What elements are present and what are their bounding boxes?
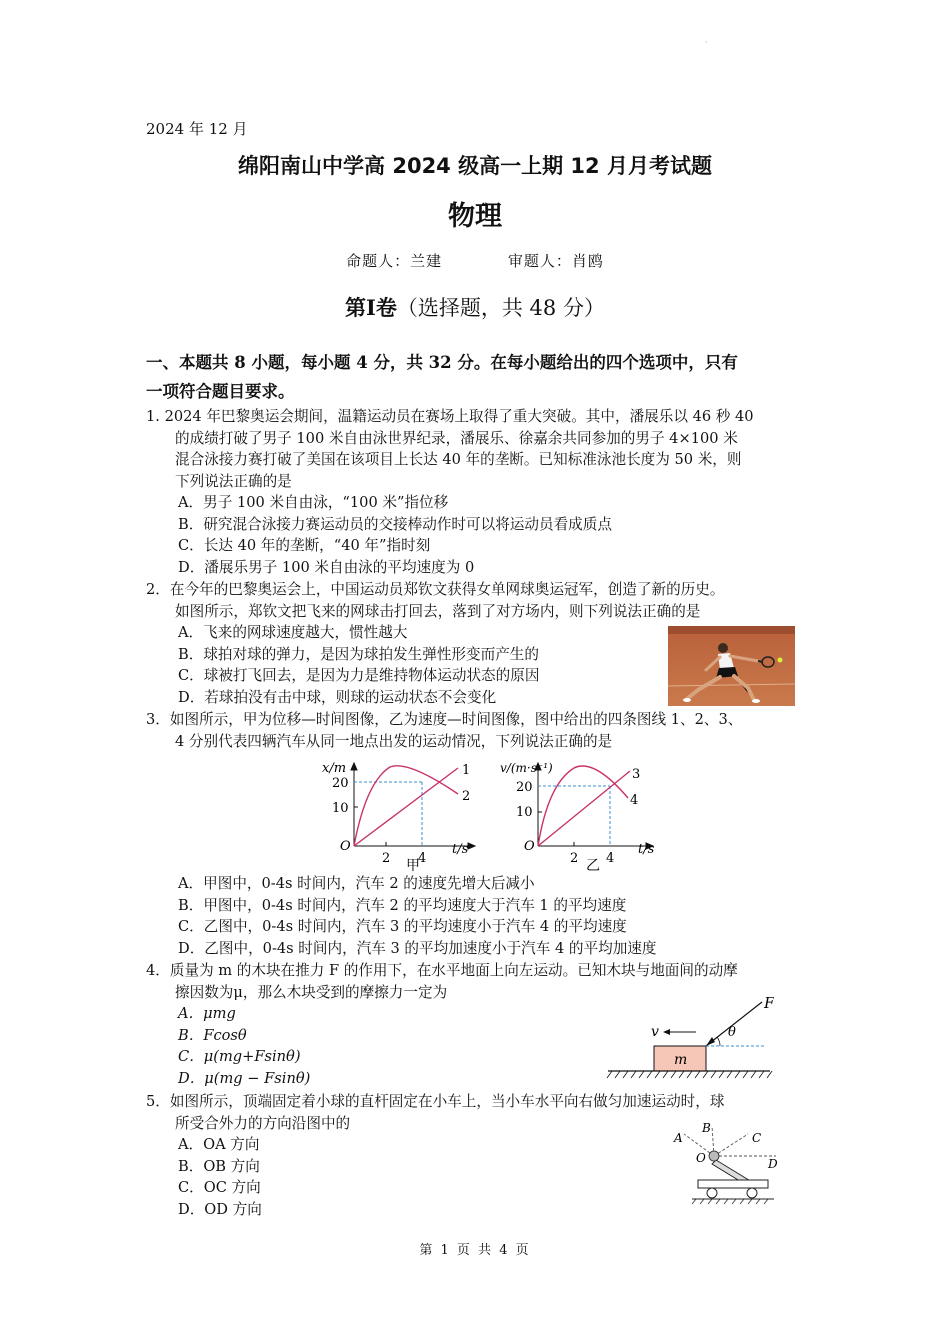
cart-rod-diagram	[670, 1118, 780, 1208]
setter: 命题人：兰建	[346, 252, 443, 270]
y-tick: 10	[332, 801, 349, 816]
option-a: A．OA 方向	[178, 1136, 260, 1153]
exam-date: 2024 年 12 月	[146, 120, 248, 138]
line-label-2: 2	[462, 789, 471, 804]
graph-yi-vt	[496, 752, 672, 874]
option-b: B．OB 方向	[178, 1157, 260, 1175]
subject-title: 物理	[448, 201, 502, 232]
option-c: C．OC 方向	[178, 1179, 261, 1196]
y-tick: 20	[332, 776, 349, 791]
graph-xlabel: t/s	[638, 842, 655, 857]
section-line-2: 一项符合题目要求。	[146, 382, 295, 401]
question-line: 1. 2024 年巴黎奥运会期间，温籍运动员在赛场上取得了重大突破。其中，潘展乐以 46 秒 40	[146, 408, 754, 425]
graph-xlabel: t/s	[452, 842, 469, 857]
velocity-label: v	[651, 1024, 659, 1040]
graph-jia-xt	[318, 752, 494, 874]
reviewer: 审题人：肖鸥	[507, 252, 604, 270]
option-a: A．飞来的网球速度越大，惯性越大	[178, 624, 408, 641]
volume-desc: （选择题，共 48 分）	[396, 296, 605, 320]
x-tick: 4	[606, 851, 615, 866]
question-line: 的成绩打破了男子 100 米自由泳世界纪录，潘展乐、徐嘉余共同参加的男子 4×100 米	[175, 429, 738, 447]
option-d: D．若球拍没有击中球，则球的运动状态不会变化	[178, 688, 497, 706]
option-d: D．μ(mg − Fsinθ)	[178, 1069, 311, 1087]
question-line: 3．如图所示，甲为位移—时间图像，乙为速度—时间图像，图中给出的四条图线 1、2、3、	[146, 711, 743, 728]
graph-caption: 甲	[406, 858, 420, 874]
question-line: 5．如图所示，顶端固定着小球的直杆固定在小车上，当小车水平向右做匀加速运动时，球	[146, 1093, 725, 1110]
option-d: D．乙图中，0-4s 时间内，汽车 3 的平均加速度小于汽车 4 的平均加速度	[178, 939, 657, 957]
question-line: 混合泳接力赛打破了美国在该项目上长达 40 年的垄断。已知标准泳池长度为 50 米，则	[175, 451, 742, 468]
question-line: 下列说法正确的是	[175, 472, 292, 490]
line-label-3: 3	[632, 767, 641, 782]
option-a: A．男子 100 米自由泳，“100 米”指位移	[178, 494, 449, 511]
option-c: C．长达 40 年的垄断，“40 年”指时刻	[178, 537, 431, 554]
question-1	[146, 406, 811, 578]
origin-label: O	[340, 839, 351, 854]
label-c: C	[752, 1131, 762, 1145]
option-a: A．μmg	[178, 1005, 236, 1022]
y-tick: 10	[516, 805, 533, 820]
option-b: B．Fcosθ	[178, 1026, 247, 1044]
option-c: C．μ(mg+Fsinθ)	[178, 1048, 301, 1065]
graph-caption: 乙	[586, 858, 600, 874]
option-a: A．甲图中，0-4s 时间内，汽车 2 的速度先增大后减小	[178, 875, 535, 892]
y-tick: 20	[516, 780, 533, 795]
authors-line	[0, 250, 950, 271]
label-o: O	[696, 1151, 706, 1165]
corner-mark: ·	[705, 38, 708, 47]
line-label-4: 4	[630, 793, 639, 808]
x-tick: 2	[382, 851, 391, 866]
tennis-player-photo	[668, 626, 795, 706]
question-line: 4 分别代表四辆汽车从同一地点出发的运动情况，下列说法正确的是	[175, 732, 613, 750]
option-d: D．潘展乐男子 100 米自由泳的平均速度为 0	[178, 558, 475, 576]
option-b: B．甲图中，0-4s 时间内，汽车 2 的平均速度大于汽车 1 的平均速度	[178, 896, 627, 914]
angle-label: θ	[728, 1025, 736, 1040]
volume-number: 第Ⅰ卷	[345, 295, 397, 320]
option-b: B．研究混合泳接力赛运动员的交接棒动作时可以将运动员看成质点	[178, 515, 612, 533]
question-line: 擦因数为μ，那么木块受到的摩擦力一定为	[175, 983, 448, 1001]
page-footer: 第 1 页 共 4 页	[419, 1243, 531, 1258]
mass-label: m	[674, 1052, 688, 1068]
graph-ylabel: v/(m·s⁻¹)	[500, 761, 553, 775]
graph-ylabel: x/m	[322, 761, 347, 776]
x-tick: 2	[570, 851, 579, 866]
block-force-diagram	[604, 992, 774, 1084]
line-label-1: 1	[462, 763, 471, 778]
x-tick: 4	[418, 851, 427, 866]
question-line: 所受合外力的方向沿图中的	[175, 1114, 351, 1132]
question-3-options	[146, 873, 811, 959]
option-b: B．球拍对球的弹力，是因为球拍发生弹性形变而产生的	[178, 645, 539, 663]
option-d: D．OD 方向	[178, 1200, 262, 1218]
question-line: 4．质量为 m 的木块在推力 F 的作用下，在水平地面上向左运动。已知木块与地面间的动摩	[146, 962, 738, 979]
question-3	[146, 709, 811, 752]
option-c: C．球被打飞回去，是因为力是维持物体运动状态的原因	[178, 667, 540, 684]
section-line-1: 一、本题共 8 小题，每小题 4 分，共 32 分。在每小题给出的四个选项中，只有	[146, 353, 738, 372]
origin-label: O	[524, 839, 535, 854]
label-d: D	[768, 1157, 778, 1171]
question-line: 如图所示，郑钦文把飞来的网球击打回去，落到了对方场内，则下列说法正确的是	[175, 602, 701, 620]
option-c: C．乙图中，0-4s 时间内，汽车 3 的平均速度小于汽车 4 的平均速度	[178, 918, 627, 935]
section-heading	[146, 348, 814, 406]
volume-heading	[0, 292, 950, 322]
exam-title: 绵阳南山中学高 2024 级高一上期 12 月月考试题	[238, 154, 712, 178]
label-b: B	[702, 1121, 711, 1135]
question-line: 2．在今年的巴黎奥运会上，中国运动员郑钦文获得女单网球奥运冠军，创造了新的历史。	[146, 581, 725, 598]
label-a: A	[674, 1131, 683, 1145]
force-label: F	[764, 994, 774, 1012]
